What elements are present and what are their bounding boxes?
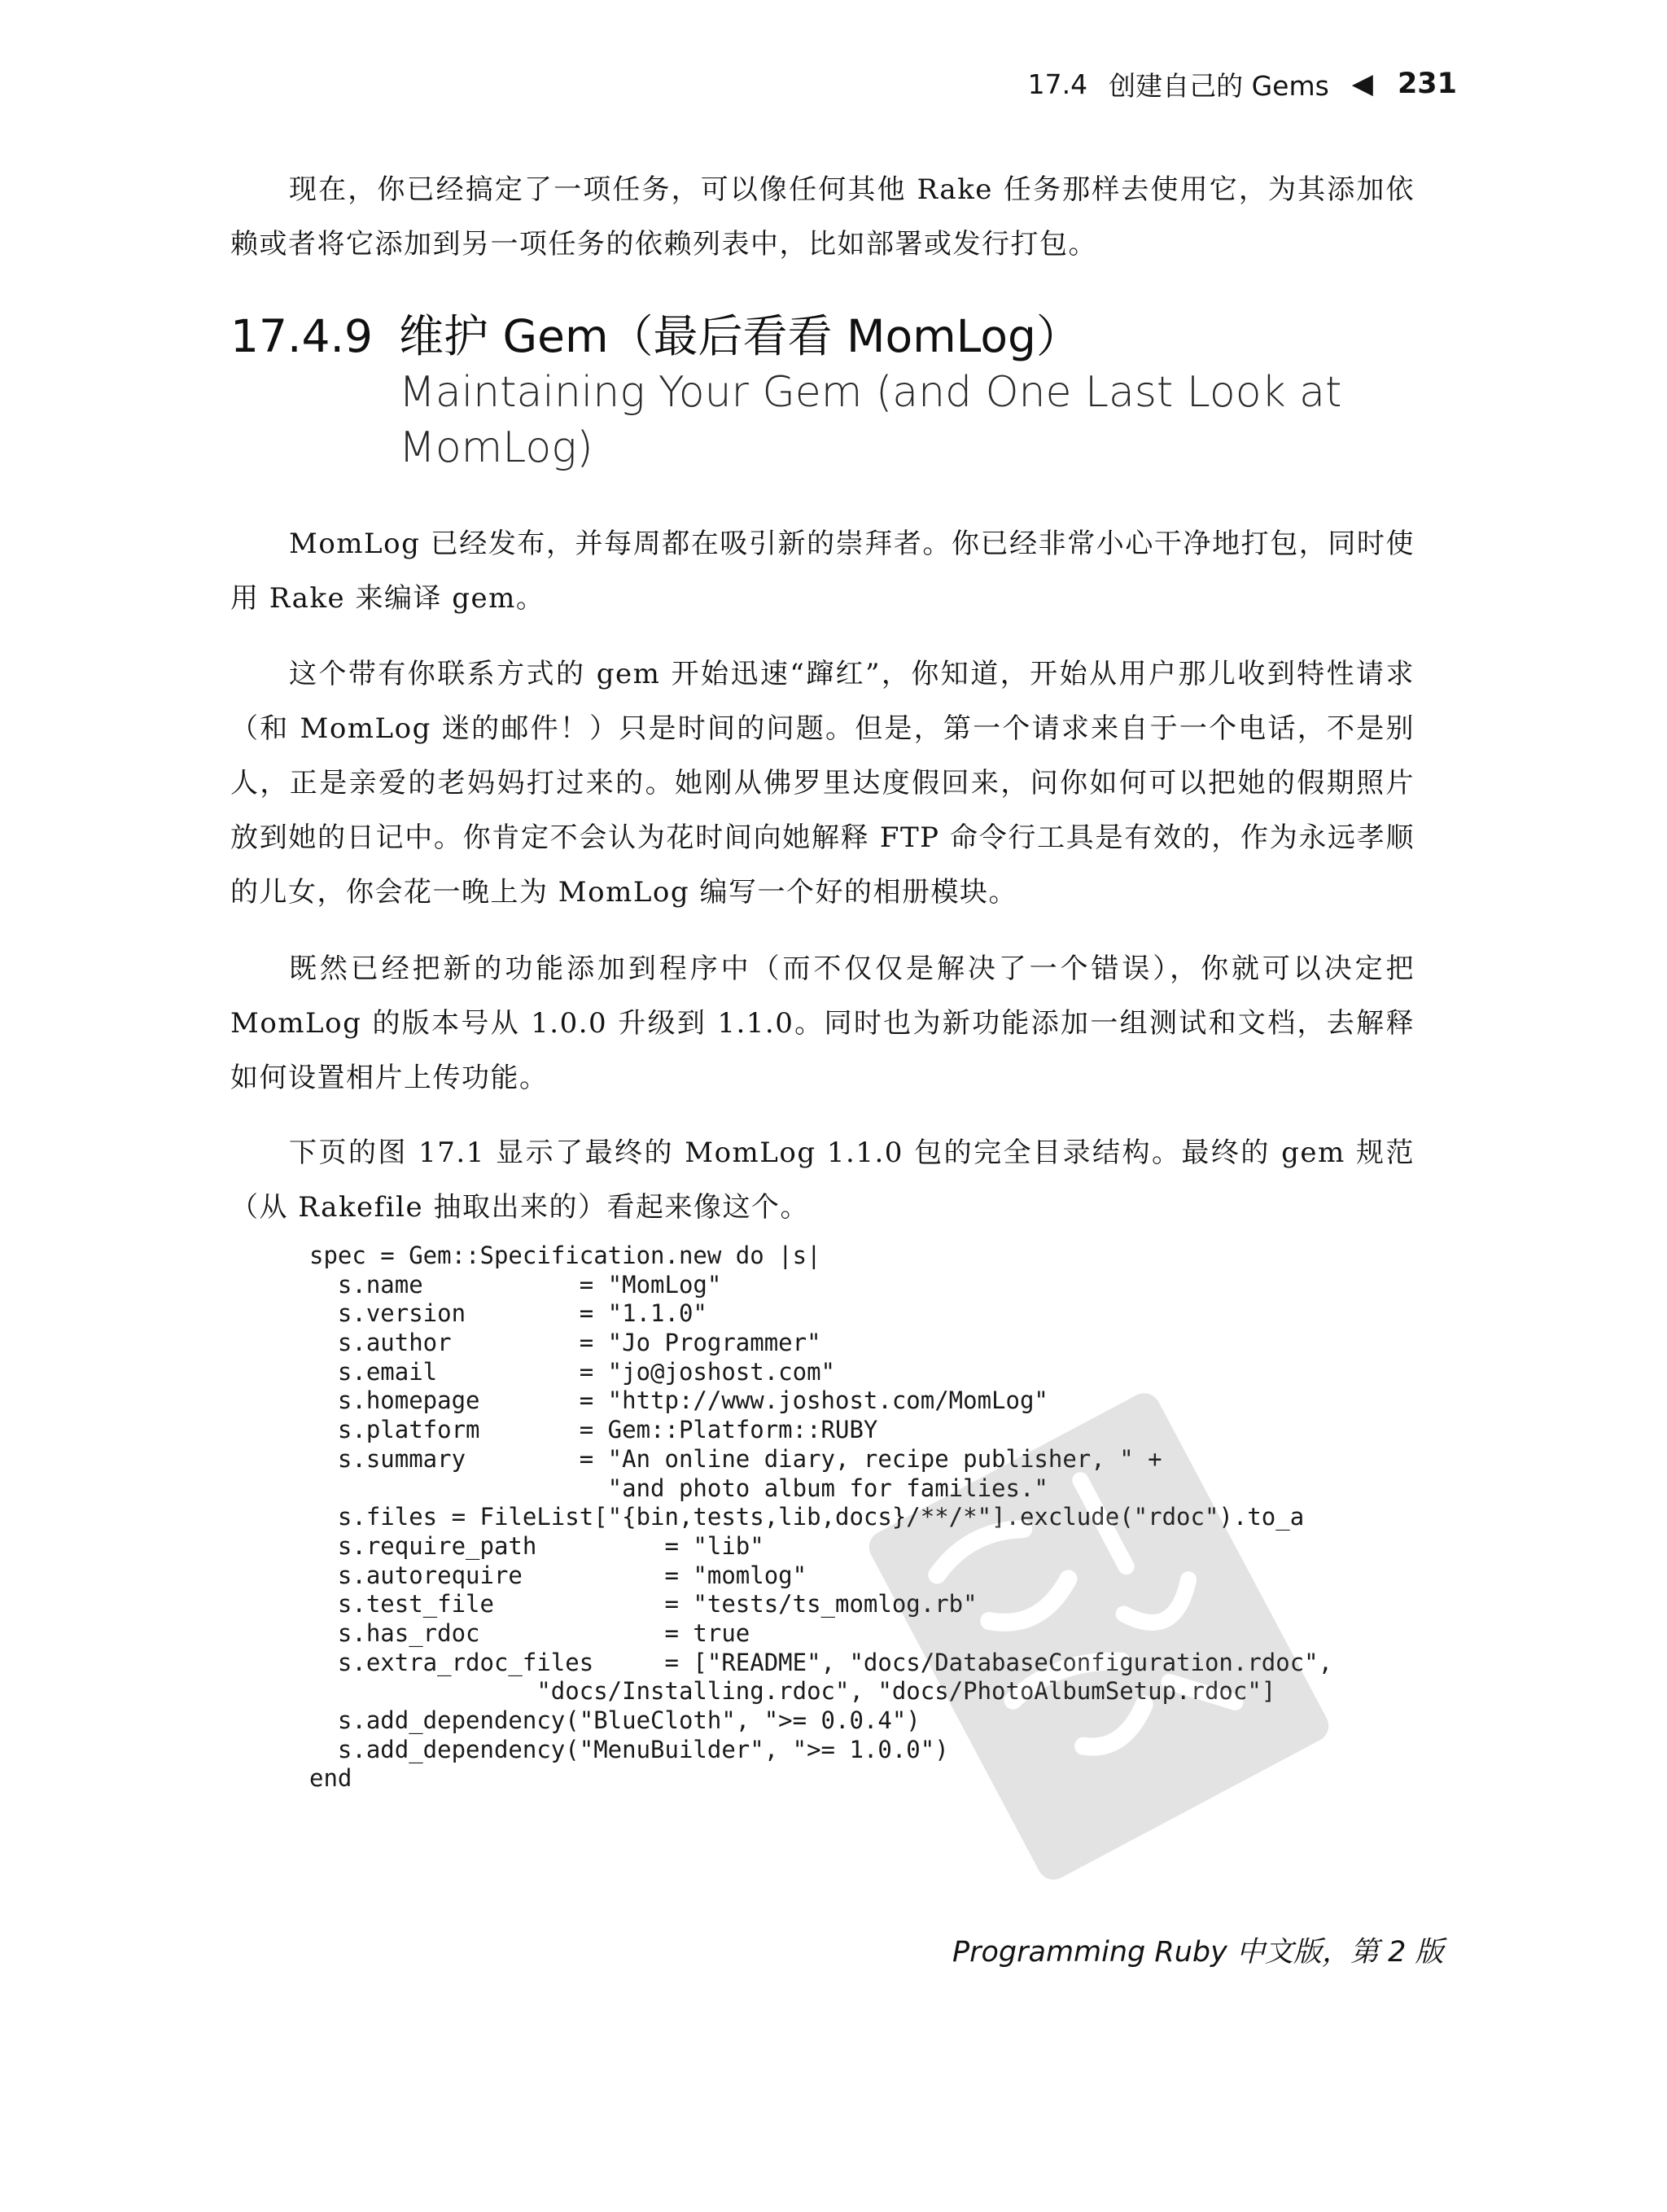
code-line: s.summary = "An online diary, recipe publisher, " + [309,1444,1162,1473]
heading-number: 17.4.9 [230,310,373,362]
paragraph-version-upgrade: 既然已经把新的功能添加到程序中（而不仅仅是解决了一个错误），你就可以决定把 MomLog 的版本号从 1.0.0 升级到 1.1.0。同时也为新功能添加一组测试和文档，去解释如何设置相片上传功能。 [230,953,1415,1094]
code-line: s.platform = Gem::Platform::RUBY [309,1416,878,1444]
heading-title-cn: 维护 Gem（最后看看 MomLog） [399,310,1081,362]
code-line: spec = Gem::Specification.new do |s| [309,1242,821,1269]
code-line: s.test_file = "tests/ts_momlog.rb" [309,1590,978,1618]
code-line: s.files = FileList["{bin,tests,lib,docs}/**/*"].exclude("rdoc").to_a [309,1503,1305,1531]
paragraph-figure-reference: 下页的图 17.1 显示了最终的 MomLog 1.1.0 包的完全目录结构。最终的 gem 规范（从 Rakefile 抽取出来的）看起来像这个。 [230,1137,1415,1224]
code-line: s.name = "MomLog" [309,1270,722,1299]
code-line: s.author = "Jo Programmer" [309,1329,821,1357]
code-line: "docs/Installing.rdoc", "docs/PhotoAlbumSetup.rdoc"] [309,1677,1276,1706]
library-seal-watermark [847,1384,1351,1889]
code-line: s.homepage = "http://www.joshost.com/MomLog" [309,1386,1048,1415]
code-line: s.require_path = "lib" [309,1531,764,1560]
section-heading [230,308,1451,475]
page-number: 231 [1397,68,1457,100]
page-footer: Programming Ruby 中文版，第 2 版 [952,1936,1444,1969]
code-line: end [309,1764,352,1793]
header-section-title: 创建自己的 Gems [1109,69,1329,102]
code-line: s.has_rdoc = true [309,1618,750,1647]
paragraph-task-usage: 现在，你已经搞定了一项任务，可以像任何其他 Rake 任务那样去使用它，为其添加依赖或者将它添加到另一项任务的依赖列表中，比如部署或发行打包。 [230,173,1415,261]
code-line: s.extra_rdoc_files = ["README", "docs/DatabaseConfiguration.rdoc", [309,1648,1333,1676]
paragraph-feature-requests: 这个带有你联系方式的 gem 开始迅速“蹿红”，你知道，开始从用户那儿收到特性请求（和 MomLog 迷的邮件！）只是时间的问题。但是，第一个请求来自于一个电话，不是别人，正是亲爱的老妈妈打过来的。她刚从佛罗里达度假回来，问你如何可以把她的假期照片放到她的日记中。你肯定不会认为花时间向她解释 FTP 命令行工具是有效的，作为永远孝顺的儿女，你会花一晚上为 MomLog 编写一个好的相册模块。 [230,658,1415,909]
running-header [1001,64,1457,104]
code-line: s.email = "jo@joshost.com" [309,1357,836,1386]
left-triangle-icon: ◀ [1351,68,1373,100]
code-line: "and photo album for families." [309,1474,1048,1502]
code-line: s.version = "1.1.0" [309,1299,707,1328]
paragraph-momlog-released: MomLog 已经发布，并每周都在吸引新的崇拜者。你已经非常小心干净地打包，同时使用 Rake 来编译 gem。 [230,528,1415,615]
code-line: s.add_dependency("BlueCloth", ">= 0.0.4") [309,1706,921,1734]
code-line: s.autorequire = "momlog" [309,1561,807,1589]
header-section-number: 17.4 [1027,68,1088,100]
code-line: s.add_dependency("MenuBuilder", ">= 1.0.0") [309,1735,949,1763]
heading-chinese-line [230,308,1451,365]
heading-title-en: Maintaining Your Gem (and One Last Look at MomLog) [399,368,1342,472]
